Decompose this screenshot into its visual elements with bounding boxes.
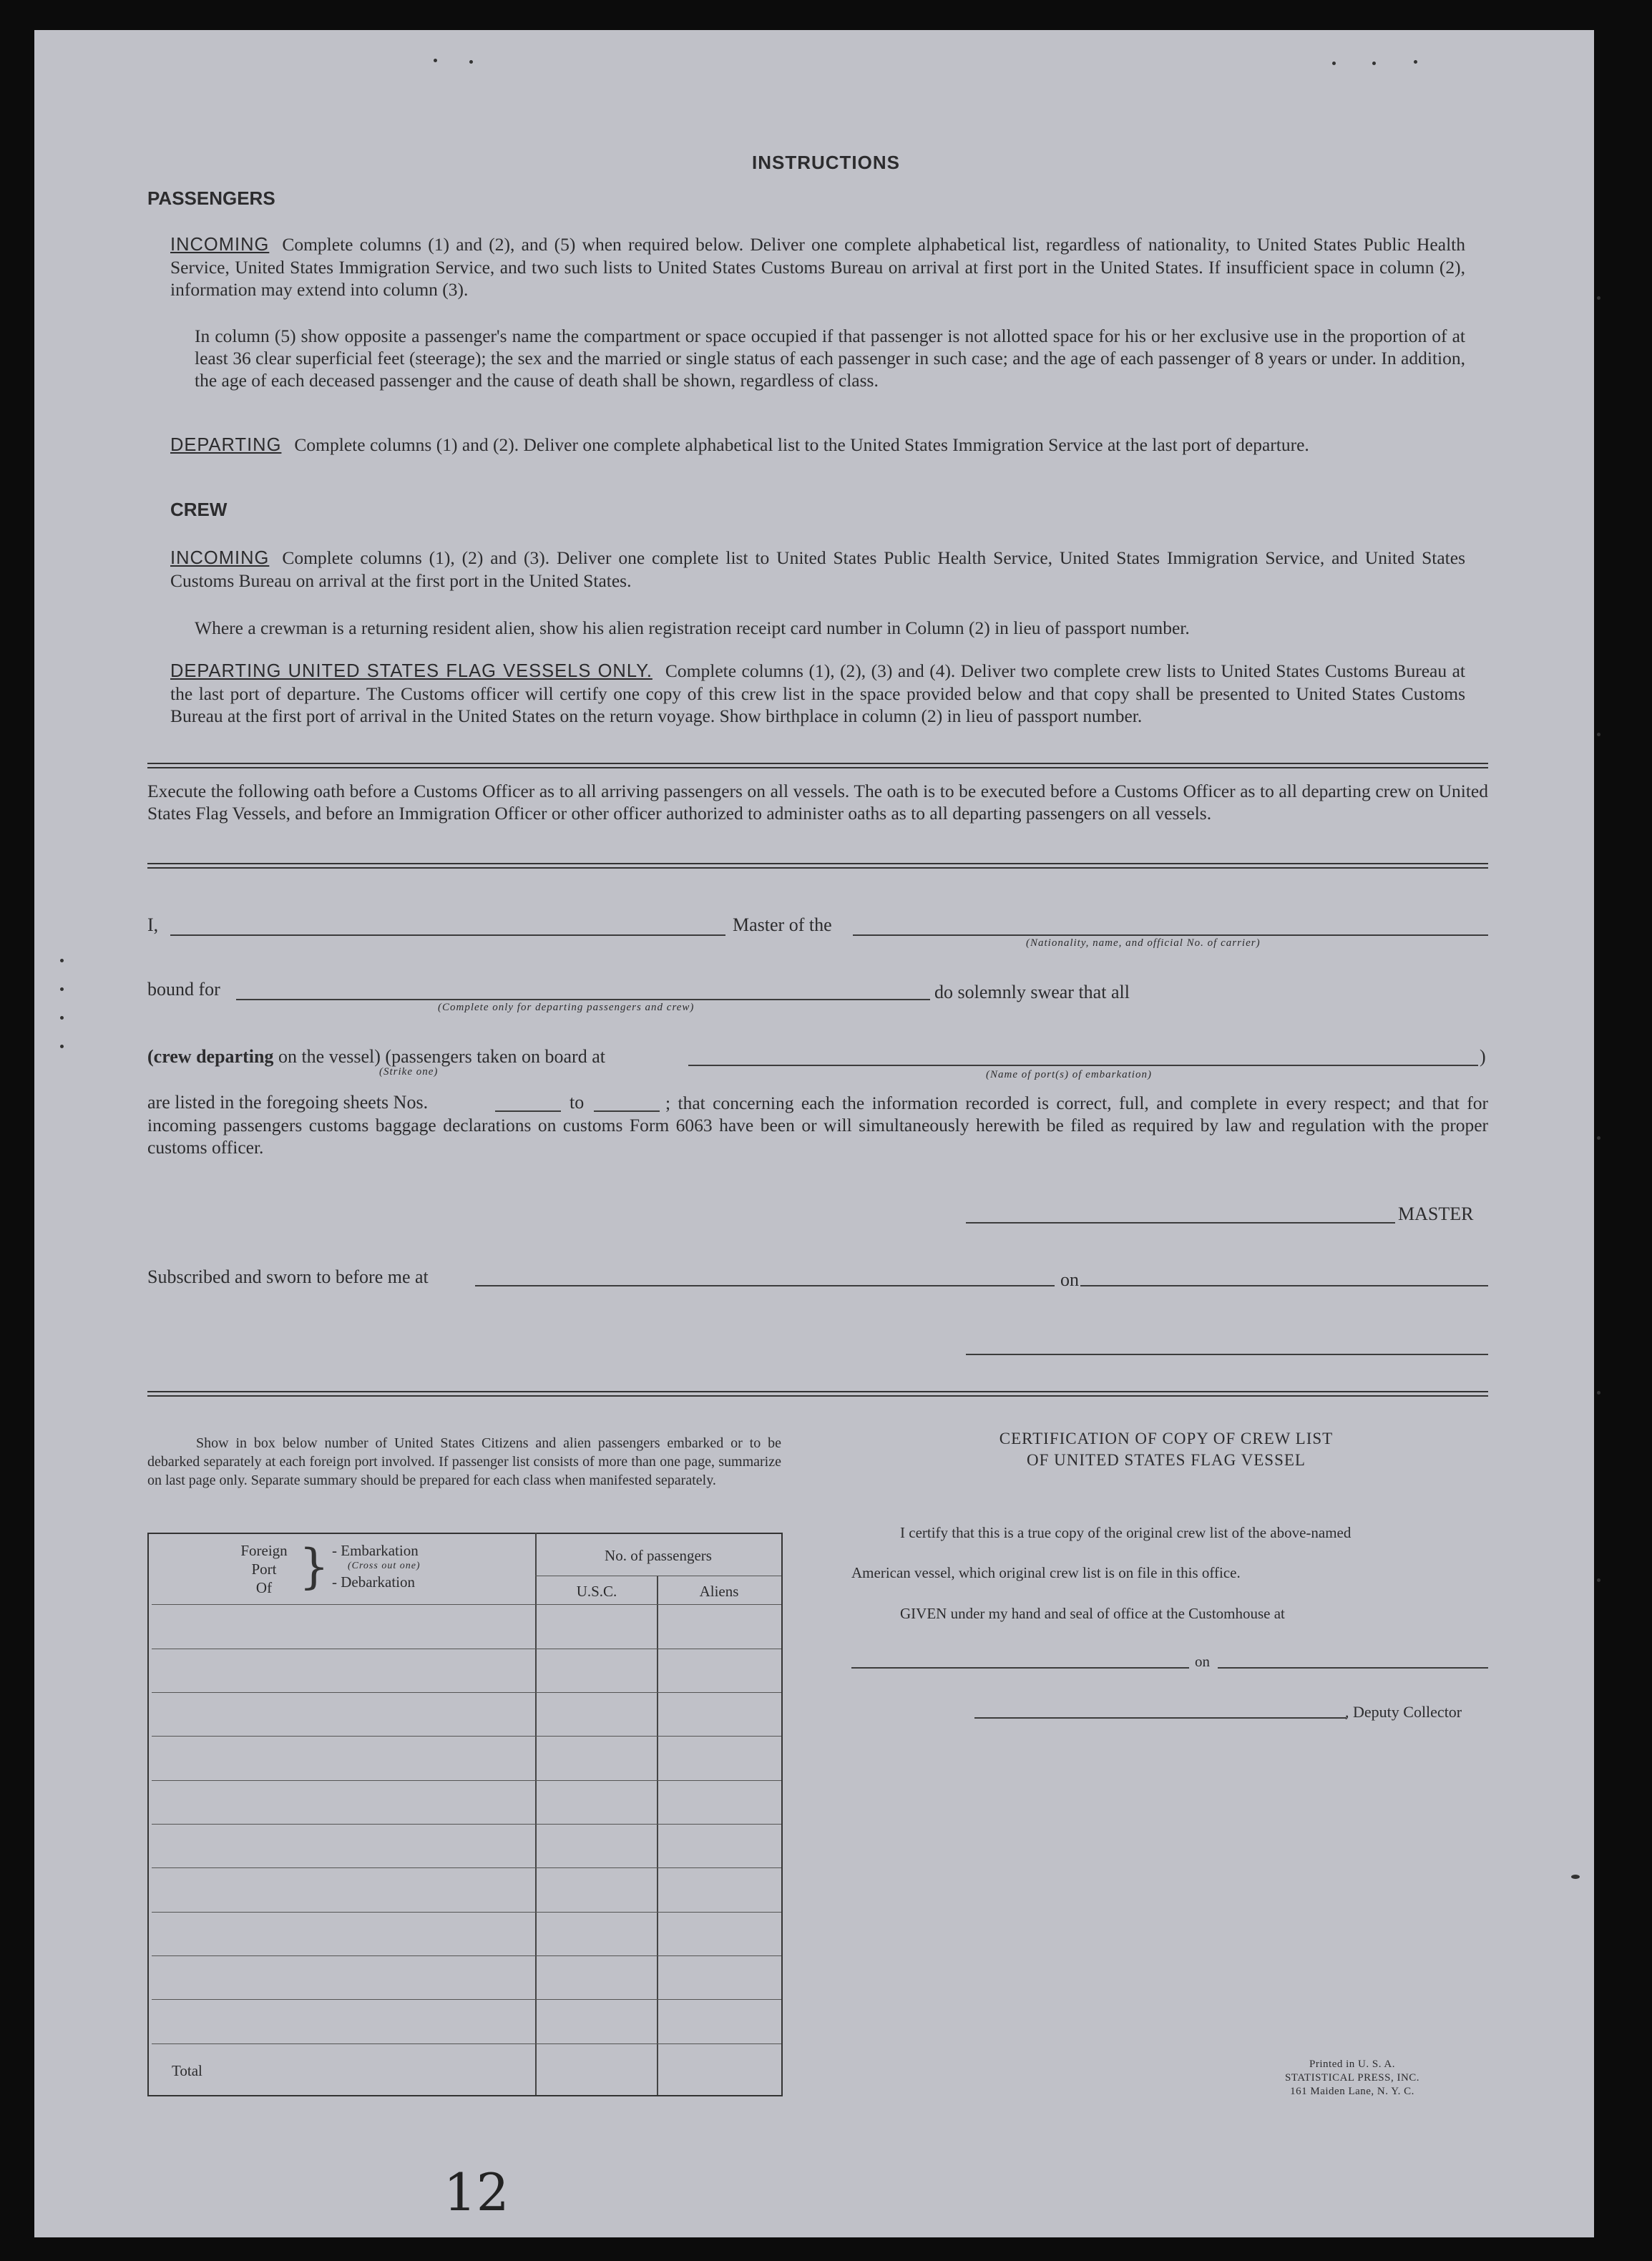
table-row-line: [152, 1955, 781, 1956]
crew-heading: CREW: [170, 499, 228, 520]
passengers-incoming-paragraph: [170, 233, 1465, 301]
scan-speck: [60, 959, 64, 962]
scan-speck: [469, 60, 473, 64]
cross-out-hint: (Cross out one): [348, 1561, 421, 1571]
strike-hint: (Strike one): [379, 1066, 439, 1078]
master-name-line[interactable]: [170, 934, 725, 936]
on-vessel-text: on the vessel): [278, 1046, 381, 1067]
crew-departing-label: DEPARTING UNITED STATES FLAG VESSELS ONLY.: [170, 661, 653, 681]
double-divider-1: [147, 763, 1488, 768]
no-passengers-header: No. of passengers: [605, 1547, 712, 1564]
table-row-line: [152, 1780, 781, 1781]
scan-speck: [1597, 733, 1600, 736]
crew-incoming-paragraph: [170, 547, 1465, 592]
i-label: I,: [147, 914, 159, 935]
foreign-port-of-header: [233, 1541, 295, 1597]
certification-title-line2: OF UNITED STATES FLAG VESSEL: [1027, 1451, 1306, 1469]
close-paren: ): [1480, 1046, 1486, 1067]
scan-speck: [1597, 1391, 1600, 1395]
embarkation-port-line[interactable]: [688, 1065, 1478, 1066]
subscribed-date-line[interactable]: [1080, 1285, 1488, 1286]
scan-speck: [60, 1045, 64, 1048]
oath-intro: Execute the following oath before a Customs Officer as to all arriving passengers on all vessels. The oath is to be executed before a Customs Officer as to all departing crew on United States Flag Vessels, and before an Immigration Officer or other officer authorized to administer oaths as to all departing passengers on all vessels.: [147, 781, 1488, 824]
page-title: INSTRUCTIONS: [752, 152, 900, 173]
table-row-line: [152, 1867, 781, 1868]
scan-speck: [1571, 1875, 1580, 1879]
table-divider-aliens: [657, 1576, 658, 2095]
bound-for-label: bound for: [147, 979, 220, 1000]
deputy-collector-label: , Deputy Collector: [1345, 1703, 1462, 1721]
given-text: GIVEN under my hand and seal of office at the Customhouse at: [900, 1605, 1285, 1622]
summary-instruction: Show in box below number of United States Citizens and alien passengers embarked or to be debarked separately at each foreign port involved. If passenger list consists of more than one page, summarize on last page only. Separate summary should be prepared for each class when manifested separately.: [147, 1435, 781, 1488]
port-hint: (Name of port(s) of embarkation): [986, 1069, 1152, 1080]
passengers-departing-paragraph: [170, 434, 1465, 456]
printer-line1: Printed in U. S. A.: [1309, 2059, 1395, 2070]
table-row-line: [152, 1736, 781, 1737]
passengers-heading: PASSENGERS: [147, 187, 275, 209]
certification-date-line[interactable]: [1218, 1667, 1488, 1669]
aliens-header: Aliens: [699, 1583, 739, 1600]
printer-line3: 161 Maiden Lane, N. Y. C.: [1290, 2086, 1414, 2097]
table-row-line: [152, 1999, 781, 2000]
scan-speck: [1597, 1136, 1600, 1140]
scan-speck: [60, 987, 64, 991]
crew-departing-line: [147, 1046, 605, 1068]
scan-speck: [1372, 62, 1376, 65]
scan-speck: [1332, 62, 1336, 65]
bound-for-line[interactable]: [236, 999, 930, 1000]
table-row-line: [152, 1692, 781, 1693]
port-label: Port: [251, 1561, 277, 1578]
table-divider-usc: [535, 1533, 537, 2095]
printer-imprint: [1245, 2058, 1460, 2099]
bound-hint: (Complete only for departing passengers and crew): [438, 1002, 695, 1013]
certify-line2: American vessel, which original crew list is on file in this office.: [851, 1564, 1241, 1581]
crew-departing-text: Complete columns (1), (2), (3) and (4). Deliver two complete crew lists to United States Customs Bureau at the last port of departure. The Customs officer will certify one copy of this crew list in the space provided below and that copy shall be presented to United States Customs Bureau at the first port of arrival in the United States on the return voyage. Show birthplace in column (2) in lieu of passport number.: [170, 660, 1465, 726]
debarkation-option[interactable]: - Debarkation: [332, 1573, 416, 1591]
certification-on-label: on: [1195, 1653, 1210, 1670]
embarkation-option[interactable]: - Embarkation: [332, 1542, 419, 1559]
scan-speck: [1597, 1578, 1600, 1582]
passengers-incoming-label: INCOMING: [170, 235, 270, 255]
scan-speck: [1597, 296, 1600, 300]
carrier-line[interactable]: [853, 934, 1488, 936]
foreign-label: Foreign: [240, 1542, 288, 1559]
listed-rest: ; that concerning each the information recorded is correct, full, and complete in every respect; and that for incoming passengers customs baggage declarations on customs Form 6063 have been or will simultaneously herewith be filed as required by law and regulation with the proper customs officer.: [147, 1093, 1488, 1158]
crew-incoming-label: INCOMING: [170, 548, 270, 568]
certification-title: [837, 1428, 1495, 1471]
table-header-line: [152, 1604, 781, 1605]
customhouse-place-line[interactable]: [851, 1667, 1189, 1669]
crew-departing-bold: (crew departing: [147, 1046, 274, 1067]
usc-header: U.S.C.: [576, 1583, 617, 1600]
embark-debark-options: [332, 1541, 421, 1591]
subscribed-label: Subscribed and sworn to before me at: [147, 1266, 429, 1287]
crew-incoming-text: Complete columns (1), (2) and (3). Deliver one complete list to United States Public Health Service, United States Immigration Service, and United States Customs Bureau on arrival at the first port in the United States.: [170, 547, 1465, 591]
scan-speck: [434, 59, 437, 62]
double-divider-2: [147, 863, 1488, 869]
master-signature-line[interactable]: [966, 1222, 1395, 1224]
subscribed-on-label: on: [1060, 1269, 1079, 1290]
master-of-label: Master of the: [733, 914, 832, 935]
brace-icon: }: [299, 1539, 329, 1594]
carrier-hint: (Nationality, name, and official No. of carrier): [1026, 937, 1261, 949]
printer-line2: STATISTICAL PRESS, INC.: [1284, 2072, 1420, 2084]
passengers-taken-text: (passengers taken on board at: [385, 1046, 605, 1067]
swear-label: do solemnly swear that all: [934, 982, 1130, 1002]
scan-speck: [1414, 60, 1417, 64]
officer-signature-line[interactable]: [966, 1354, 1488, 1355]
to-label: to: [570, 1092, 585, 1113]
scan-speck: [60, 1016, 64, 1020]
certification-title-line1: CERTIFICATION OF COPY OF CREW LIST: [999, 1430, 1334, 1447]
of-label: Of: [255, 1579, 273, 1596]
passengers-departing-text: Complete columns (1) and (2). Deliver one complete alphabetical list to the United States Immigration Service at the last port of departure.: [294, 434, 1309, 455]
passengers-column5-paragraph: In column (5) show opposite a passenger's name the compartment or space occupied if that passenger is not allotted space for his or her exclusive use in the proportion of at least 36 clear superficial feet (steerage); the sex and the married or single status of each passenger in such case; and the age of each passenger of 8 years or under. In addition, the age of each deceased passenger and the cause of death shall be shown, regardless of class.: [195, 326, 1465, 391]
handwritten-page-number: 12: [444, 2162, 509, 2222]
summary-table: [147, 1533, 783, 2096]
passengers-incoming-text: Complete columns (1) and (2), and (5) when required below. Deliver one complete alphabetical list, regardless of nationality, to United States Public Health Service, United States Immigration Service, and two such lists to United States Customs Bureau on arrival at first port in the United States. If insufficient space in column (2), information may extend into column (3).: [170, 234, 1465, 300]
subscribed-place-line[interactable]: [475, 1285, 1055, 1286]
passengers-departing-label: DEPARTING: [170, 435, 282, 455]
deputy-signature-line[interactable]: [974, 1717, 1346, 1719]
listed-prefix: are listed in the foregoing sheets Nos.: [147, 1092, 429, 1113]
total-label: Total: [172, 2062, 202, 2079]
double-divider-3: [147, 1391, 1488, 1397]
table-row-line: [152, 1912, 781, 1913]
certify-line1: I certify that this is a true copy of the original crew list of the above-named: [900, 1524, 1352, 1541]
master-label: MASTER: [1398, 1203, 1474, 1224]
crew-resident-paragraph: Where a crewman is a returning resident alien, show his alien registration receipt card number in Column (2) in lieu of passport number.: [195, 617, 1190, 638]
table-row-line: [152, 2043, 781, 2044]
crew-departing-paragraph: [170, 660, 1465, 727]
table-row-line: [152, 1824, 781, 1825]
